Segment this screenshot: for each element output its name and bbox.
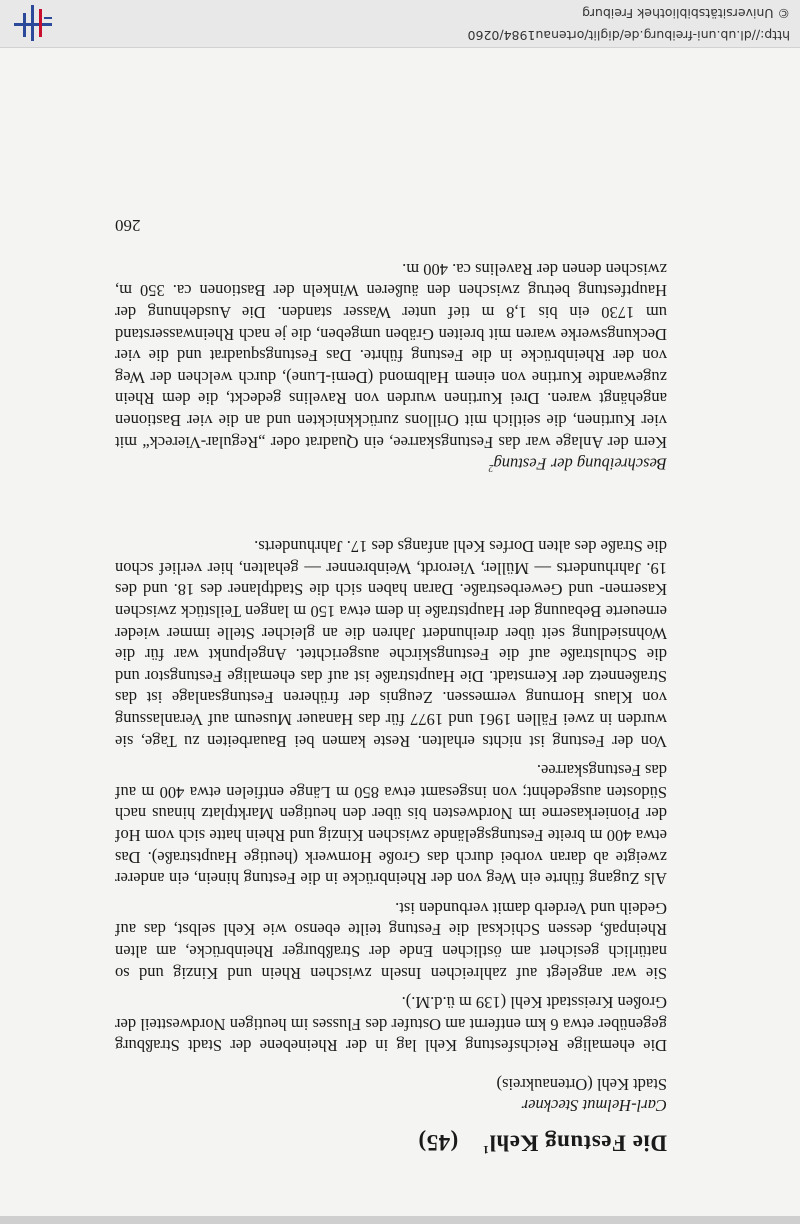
viewer-footer: [0, 0, 800, 48]
bleed-through-area: [115, 490, 667, 530]
title-footnote-marker: 1: [482, 1143, 490, 1157]
paragraph-2: Sie war angelegt auf zahlreichen Inseln zwischen Rhein und Kinzig und so natürlich gesichert am östlichen Ende der Straßburger Rheinbrücke, am alten Rheinpaß, dessen Schicksal die Festung teilte ebenso wie Kehl selbst, das auf Gedeih und Verderb damit verbunden ist.: [115, 898, 667, 983]
paragraph-1: Die ehemalige Reichsfestung Kehl lag in der Rheinebene der Stadt Straßburg gegenüber etwa 6 km entfernt am Ostufer des Flusses im heutigen Nordwestteil der Großen Kreisstadt Kehl (139 m ü.d.M.).: [115, 993, 667, 1056]
page-number: 260: [115, 216, 141, 236]
author-name: Carl-Helmut Steckner: [521, 1096, 667, 1116]
subheading-text: Beschreibung der Festung: [493, 454, 667, 474]
scan-top-edge: [0, 1216, 800, 1224]
article-number: (45): [417, 1130, 459, 1156]
section-subheading: [115, 453, 667, 478]
place-line: Stadt Kehl (Ortenaukreis): [496, 1075, 667, 1095]
title-text: Die Festung Kehl: [489, 1130, 667, 1156]
subheading-footnote-marker: 2: [488, 461, 494, 473]
copyright-notice: © Universitätsbibliothek Freiburg: [582, 6, 790, 21]
paragraph-4: Von der Festung ist nichts erhalten. Reste kamen bei Bauarbeiten zu Tage, sie wurden in zwei Fällen 1961 und 1977 für das Hanauer Museum auf Veranlassung von Klaus Hornung vermessen. Zeugnis der früheren Festungsanlage ist das Straßennetz der Kernstadt. Die Hauptstraße ist auf das ehemalige Festungstor und die Schulstraße auf die Festungskirche ausgerichtet. Angelpunkt war für die Wohnsiedlung seit über dreihundert Jahren die an gleicher Stelle immer wieder erneuerte Bebauung der Hauptstraße in dem etwa 150 m langen Teilstück zwischen Kasernen- und Gewerbestraße. Daran haben sich die Stadtplaner des 18. und des 19. Jahrhunderts — Müller, Vierordt, Weinbrenner — gehalten, hier verlief schon die Straße des alten Dorfes Kehl anfangs des 17. Jahrhunderts.: [115, 537, 667, 751]
article-title: [115, 1128, 667, 1162]
page-sheet: [0, 48, 800, 1216]
ub-freiburg-logo-icon: [10, 5, 56, 41]
paragraph-5: Kern der Anlage war das Festungskarree, ein Quadrat oder „Regular-Viereck“ mit vier Kurtinen, die seitlich mit Orillons zurückknickten und an die vier Bastionen angehängt waren. Drei Kurtinen wurden von Ravelins gedeckt, die dem Rhein zugewandte Kurtine von einem Halbmond (Demi-Lune), durch welchen der Weg von der Rheinbrücke in die Festung führte. Das Festungsquadrat und die vier Deckungswerke waren mit breiten Gräben umgeben, die je nach Rheinwasserstand um 1730 ein bis 1,8 m tief unter Wasser standen. Die Ausdehnung der Hauptfestung betrug zwischen den äußeren Winkeln der Bastionen ca. 350 m, zwischen denen der Ravelins ca. 400 m.: [115, 259, 667, 452]
source-url-link[interactable]: http://dl.ub.uni-freiburg.de/diglit/ortenau1984/0260: [467, 28, 790, 43]
text-column: [115, 214, 667, 1162]
paragraph-3: Als Zugang führte ein Weg von der Rheinbrücke in die Festung hinein, ein anderer zweigte ab daran vorbei durch das Große Hornwerk (heutige Hauptstraße). Das etwa 400 m breite Festungsgelände zwischen Kinzig und Rhein hatte sich vom Hof der Pionierkaserne im Nordwesten bis über den heutigen Marktplatz hinaus nach Südosten ausgedehnt; von insgesamt etwa 850 m Länge entfielen etwa 400 m auf das Festungskarree.: [115, 761, 667, 889]
